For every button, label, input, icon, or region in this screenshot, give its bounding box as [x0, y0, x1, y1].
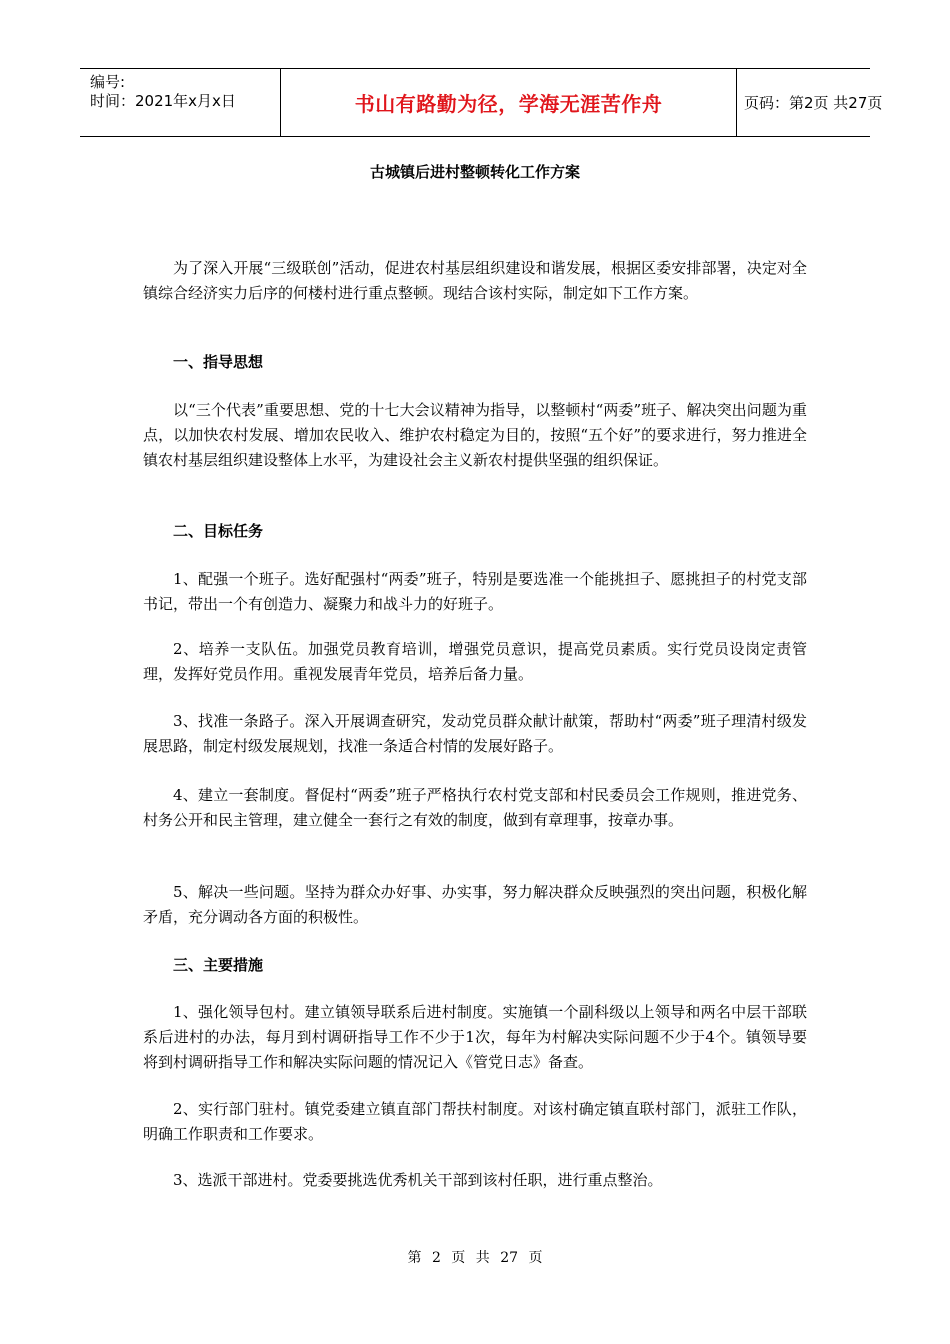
header-page-cell	[736, 69, 883, 136]
section-3-heading-block	[143, 953, 807, 978]
section-1-heading: 一、指导思想	[173, 353, 264, 371]
document-header	[80, 68, 883, 137]
section-2-item-3	[143, 709, 807, 759]
header-motto: 书山有路勤为径，学海无涯苦作舟	[354, 92, 663, 116]
list-item: 4、建立一套制度。督促村“两委”班子严格执行农村党支部和村民委员会工作规则，推进党务、村务公开和民主管理，建立健全一套行之有效的制度，做到有章理事，按章办事。	[143, 786, 807, 829]
section-1-text: 以“三个代表”重要思想、党的十七大会议精神为指导，以整顿村“两委”班子、解决突出问题为重点，以加快农村发展、增加农民收入、维护农村稳定为目的，按照“五个好”的要求进行，努力推进全镇农村基层组织建设整体上水平，为建设社会主义新农村提供坚强的组织保证。	[143, 401, 807, 469]
section-3-item-3	[143, 1168, 807, 1193]
list-item: 3、找准一条路子。深入开展调查研究，发动党员群众献计献策，帮助村“两委”班子理清村级发展思路，制定村级发展规划，找准一条适合村情的发展好路子。	[143, 712, 807, 755]
section-2-item-4	[143, 783, 807, 833]
header-motto-cell	[280, 69, 737, 136]
section-2-item-1	[143, 567, 807, 617]
list-item: 2、实行部门驻村。镇党委建立镇直部门帮扶村制度。对该村确定镇直联村部门，派驻工作队，明确工作职责和工作要求。	[143, 1100, 807, 1143]
document-time-label: 时间：2021年x月x日	[90, 92, 236, 110]
section-2-heading-block	[143, 519, 807, 544]
section-2-item-2	[143, 637, 807, 687]
header-info-cell	[80, 69, 280, 136]
list-item: 5、解决一些问题。坚持为群众办好事、办实事，努力解决群众反映强烈的突出问题，积极化解矛盾，充分调动各方面的积极性。	[143, 883, 807, 926]
section-1-heading-block	[143, 350, 807, 375]
section-2-heading: 二、目标任务	[173, 522, 264, 540]
intro-text: 为了深入开展“三级联创”活动，促进农村基层组织建设和谐发展，根据区委安排部署，决定对全镇综合经济实力后序的何楼村进行重点整顿。现结合该村实际，制定如下工作方案。	[143, 259, 807, 302]
list-item: 3、选派干部进村。党委要挑选优秀机关干部到该村任职，进行重点整治。	[173, 1171, 663, 1189]
section-3-item-1	[143, 1000, 807, 1075]
section-1-paragraph	[143, 398, 807, 473]
section-3-item-2	[143, 1097, 807, 1147]
section-3-heading: 三、主要措施	[173, 956, 264, 974]
intro-paragraph	[143, 256, 807, 306]
document-number-label: 编号:	[90, 73, 126, 91]
page-footer: 第 2 页 共 27 页	[407, 1250, 543, 1266]
list-item: 1、配强一个班子。选好配强村“两委”班子，特别是要选准一个能挑担子、愿挑担子的村党支部书记，带出一个有创造力、凝聚力和战斗力的好班子。	[143, 570, 807, 613]
list-item: 2、培养一支队伍。加强党员教育培训，增强党员意识，提高党员素质。实行党员设岗定责管理，发挥好党员作用。重视发展青年党员，培养后备力量。	[143, 640, 807, 683]
section-2-item-5	[143, 880, 807, 930]
document-title: 古城镇后进村整顿转化工作方案	[369, 163, 580, 181]
header-page-code: 页码：第2页 共27页	[744, 94, 883, 112]
list-item: 1、强化领导包村。建立镇领导联系后进村制度。实施镇一个副科级以上领导和两名中层干部联系后进村的办法，每月到村调研指导工作不少于1次，每年为村解决实际问题不少于4个。镇领导要将到村调研指导工作和解决实际问题的情况记入《管党日志》备查。	[143, 1003, 807, 1071]
